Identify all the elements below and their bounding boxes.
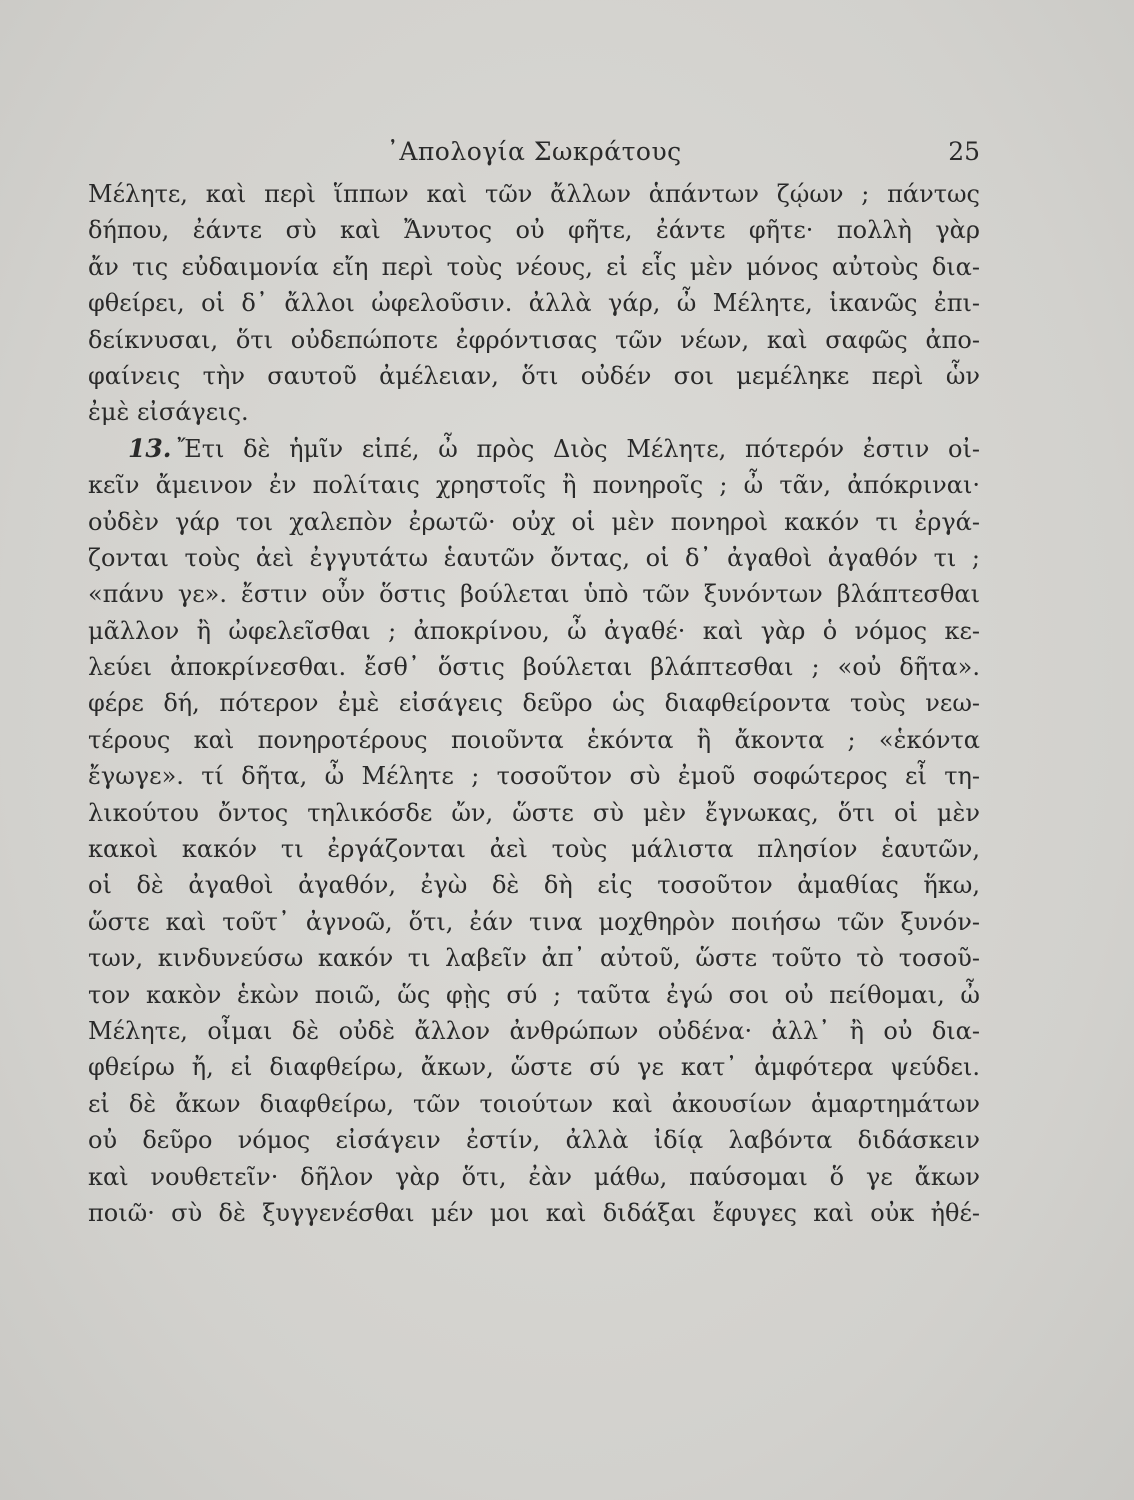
text-line: ζονται τοὺς ἀεὶ ἐγγυτάτω ἑαυτῶν ὄντας, οἱ δ᾿ ἀγαθοὶ ἀγαθόν τι ; (88, 543, 980, 572)
running-head (88, 137, 980, 173)
text-line: φθείρει, οἱ δ᾿ ἄλλοι ὠφελοῦσιν. ἀλλὰ γάρ, ὦ Μέλητε, ἱκανῶς ἐπι- (88, 289, 980, 318)
text-line: φέρε δή, πότερον ἐμὲ εἰσάγεις δεῦρο ὡς διαφθείροντα τοὺς νεω- (88, 689, 980, 718)
text-line: φθείρω ἤ, εἰ διαφθείρω, ἄκων, ὥστε σύ γε κατ᾿ ἀμφότερα ψεύδει. (88, 1053, 980, 1082)
text-line: Μέλητε, οἶμαι δὲ οὐδὲ ἄλλον ἀνθρώπων οὐδένα· ἀλλ᾿ ἢ οὐ δια- (88, 1016, 980, 1045)
text-line: κεῖν ἄμεινον ἐν πολίταις χρηστοῖς ἢ πονηροῖς ; ὦ τᾶν, ἀπόκριναι· (88, 471, 980, 500)
body-text (88, 176, 980, 1231)
text-line: των, κινδυνεύσω κακόν τι λαβεῖν ἀπ᾿ αὐτοῦ, ὥστε τοῦτο τὸ τοσοῦ- (88, 944, 980, 973)
section-first-line (88, 431, 980, 467)
text-line: λικούτου ὄντος τηλικόσδε ὤν, ὥστε σὺ μὲν ἔγνωκας, ὅτι οἱ μὲν (88, 798, 980, 827)
text-line: «πάνυ γε». ἔστιν οὖν ὅστις βούλεται ὑπὸ τῶν ξυνόντων βλάπτεσθαι (88, 580, 980, 609)
page-number: 25 (948, 137, 980, 166)
text-line: δείκνυσαι, ὅτι οὐδεπώποτε ἐφρόντισας τῶν νέων, καὶ σαφῶς ἀπο- (88, 325, 980, 354)
text-line: ἄν τις εὐδαιμονία εἴη περὶ τοὺς νέους, εἰ εἷς μὲν μόνος αὐτοὺς δια- (88, 252, 980, 281)
text-line: ἐμὲ εἰσάγεις. (88, 398, 249, 427)
text-line: λεύει ἀποκρίνεσθαι. ἔσθ᾿ ὅστις βούλεται βλάπτεσθαι ; «οὐ δῆτα». (88, 653, 980, 682)
text-line: φαίνεις τὴν σαυτοῦ ἀμέλειαν, ὅτι οὐδέν σοι μεμέληκε περὶ ὧν (88, 361, 980, 390)
text-line: καὶ νουθετεῖν· δῆλον γὰρ ὅτι, ἐὰν μάθω, παύσομαι ὅ γε ἄκων (88, 1162, 980, 1191)
text-line: Μέλητε, καὶ περὶ ἵππων καὶ τῶν ἄλλων ἁπάντων ζῴων ; πάντως (88, 180, 980, 208)
text-line: οὐδὲν γάρ τοι χαλεπὸν ἐρωτῶ· οὐχ οἱ μὲν πονηροὶ κακόν τι ἐργά- (88, 507, 980, 536)
text-line: μᾶλλον ἢ ὠφελεῖσθαι ; ἀποκρίνου, ὦ ἀγαθέ· καὶ γὰρ ὁ νόμος κε- (88, 616, 980, 645)
text-line: ὥστε καὶ τοῦτ᾿ ἀγνοῶ, ὅτι, ἐάν τινα μοχθηρὸν ποιήσω τῶν ξυνόν- (88, 907, 980, 936)
page-title: ᾿Απολογία Σωκράτους (386, 137, 682, 166)
text-line: τον κακὸν ἑκὼν ποιῶ, ὥς φῂς σύ ; ταῦτα ἐγώ σοι οὐ πείθομαι, ὦ (88, 980, 980, 1009)
text-line: οἱ δὲ ἀγαθοὶ ἀγαθόν, ἐγὼ δὲ δὴ εἰς τοσοῦτον ἀμαθίας ἥκω, (88, 871, 980, 900)
text-line: κακοὶ κακόν τι ἐργάζονται ἀεὶ τοὺς μάλιστα πλησίον ἑαυτῶν, (88, 835, 980, 864)
text-line: τέρους καὶ πονηροτέρους ποιοῦντα ἑκόντα ἢ ἄκοντα ; «ἑκόντα (88, 725, 980, 754)
text-line: ποιῶ· σὺ δὲ ξυγγενέσθαι μέν μοι καὶ διδάξαι ἔφυγες καὶ οὐκ ἠθέ- (88, 1198, 980, 1227)
text-line: δήπου, ἐάντε σὺ καὶ Ἄνυτος οὐ φῆτε, ἐάντε φῆτε· πολλὴ γὰρ (88, 216, 980, 245)
text-line: ἔγωγε». τί δῆτα, ὦ Μέλητε ; τοσοῦτον σὺ ἐμοῦ σοφώτερος εἶ τη- (88, 762, 980, 791)
text-line: οὐ δεῦρο νόμος εἰσάγειν ἐστίν, ἀλλὰ ἰδίᾳ λαβόντα διδάσκειν (88, 1126, 980, 1155)
text-line: εἰ δὲ ἄκων διαφθείρω, τῶν τοιούτων καὶ ἀκουσίων ἁμαρτημάτων (88, 1089, 980, 1118)
text-line-content: Ἔτι δὲ ἡμῖν εἰπέ, ὦ πρὸς Διὸς Μέλητε, πότερόν ἐστιν οἰ- (177, 434, 980, 463)
section-number: 13. (128, 433, 172, 463)
